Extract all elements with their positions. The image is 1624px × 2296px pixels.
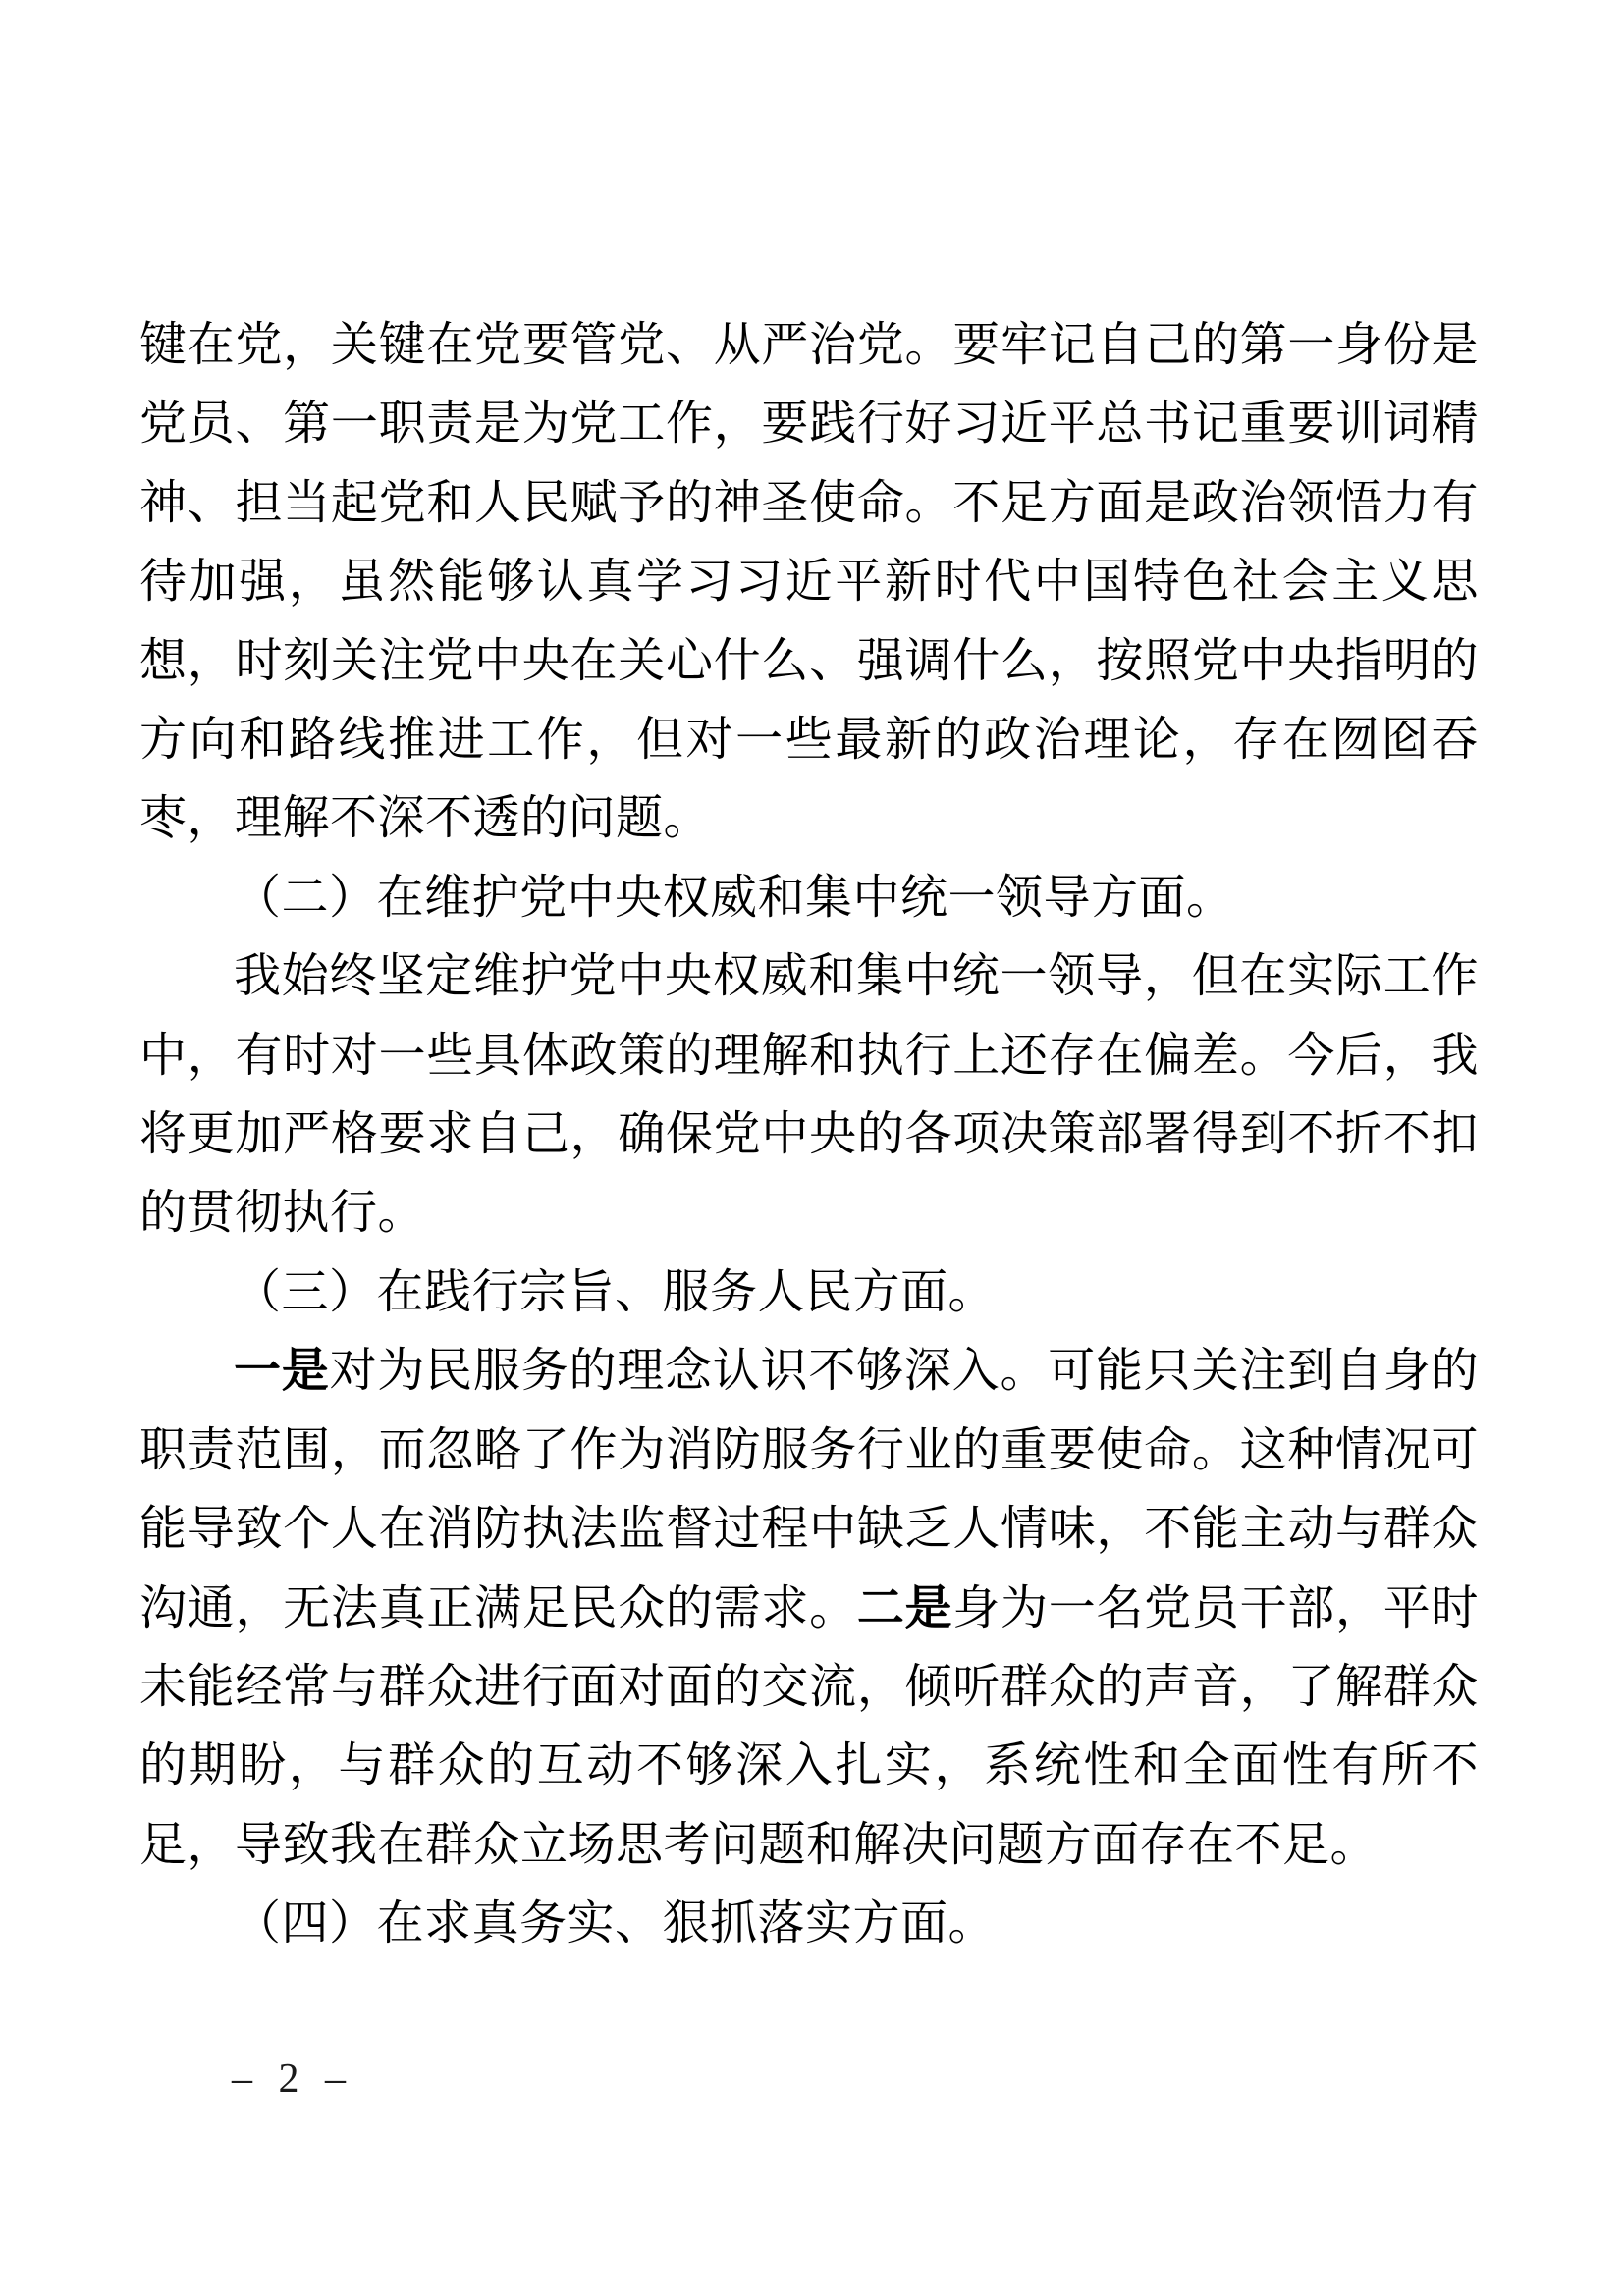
text-run: 对为民服务的理念认识不够深入。可能只关注到自身的职责范围，而忽略了作为消防服务行业的重要使命。这种情况可能导致个人在消防执法监督过程中缺乏人情味，不能主动与群众沟通，无法真正满足民众的需求。 <box>139 1345 1479 1634</box>
section-heading <box>139 859 1479 937</box>
text-run: （三）在践行宗旨、服务人民方面。 <box>234 1265 997 1318</box>
text-run: 身为一名党员干部，平时未能经常与群众进行面对面的交流，倾听群众的声音，了解群众的期盼，与群众的互动不够深入扎实，系统性和全面性有所不足，导致我在群众立场思考问题和解决问题方面存在不足。 <box>139 1581 1479 1871</box>
page-number: – 2 – <box>232 2056 346 2102</box>
text-run: 我始终坚定维护党中央权威和集中统一领导，但在实际工作中，有时对一些具体政策的理解和执行上还存在偏差。今后，我将更加严格要求自己，确保党中央的各项决策部署得到不折不扣的贯彻执行。 <box>139 950 1479 1240</box>
text-run: 键在党，关键在党要管党、从严治党。要牢记自己的第一身份是党员、第一职责是为党工作，要践行好习近平总书记重要训词精神、担当起党和人民赋予的神圣使命。不足方面是政治领悟力有待加强，虽然能够认真学习习近平新时代中国特色社会主义思想，时刻关注党中央在关心什么、强调什么，按照党中央指明的方向和路线推进工作，但对一些最新的政治理论，存在囫囵吞枣，理解不深不透的问题。 <box>139 319 1479 845</box>
document-body <box>139 306 1479 1964</box>
body-paragraph <box>139 1332 1479 1885</box>
text-run: （四）在求真务实、狠抓落实方面。 <box>234 1897 997 1950</box>
body-paragraph <box>139 306 1479 859</box>
bold-text-run: 二是 <box>856 1581 953 1634</box>
bold-text-run: 一是 <box>234 1345 330 1398</box>
text-run: （二）在维护党中央权威和集中统一领导方面。 <box>234 871 1234 924</box>
section-heading <box>139 1885 1479 1963</box>
section-heading <box>139 1254 1479 1332</box>
body-paragraph <box>139 937 1479 1254</box>
